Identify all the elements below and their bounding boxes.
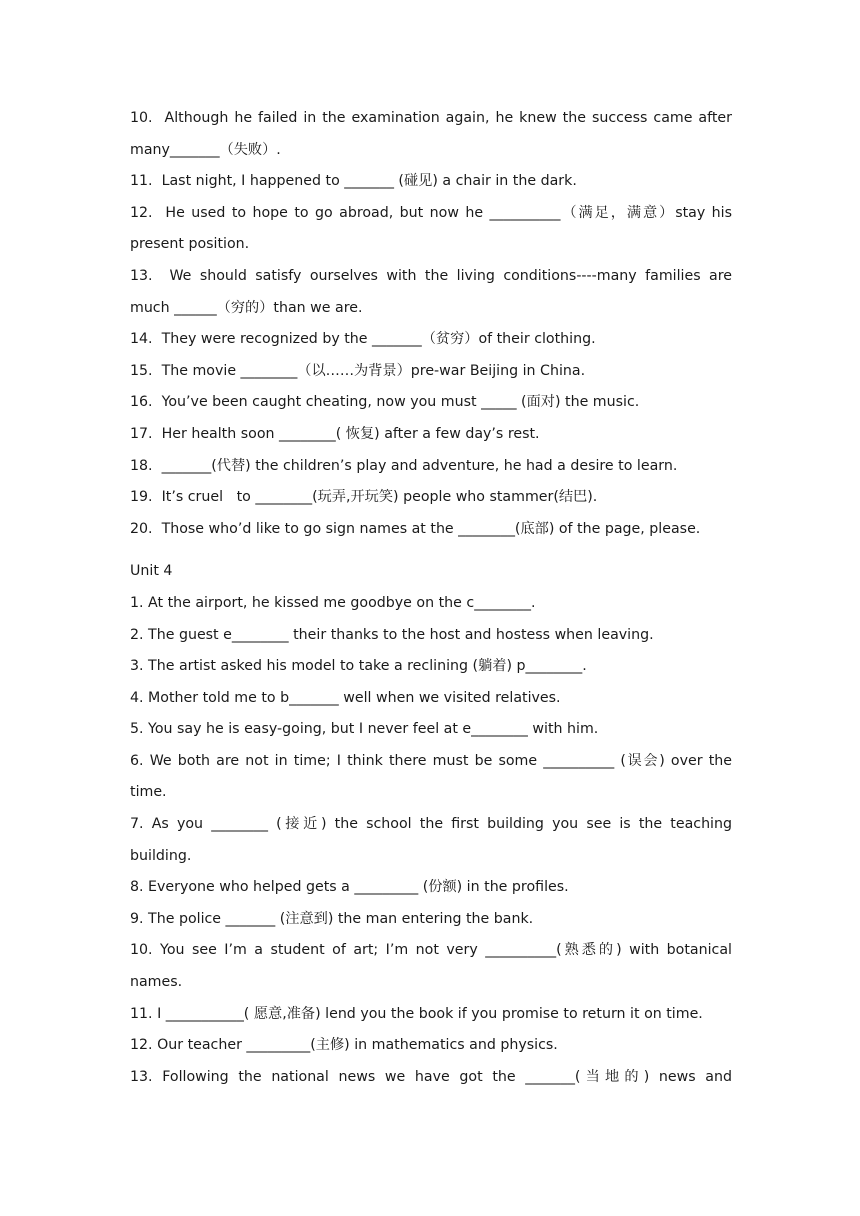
- exercise-line: 18. _______(代替) the children’s play and adventure, he had a desire to learn.: [130, 457, 678, 474]
- exercise-line: 14. They were recognized by the _______（贫穷）of their clothing.: [130, 331, 596, 348]
- exercise-line: 1. At the airport, he kissed me goodbye on the c________.: [130, 594, 536, 611]
- exercise-line: much ______（穷的）than we are.: [130, 299, 363, 316]
- exercise-line: 10. You see I’m a student of art; I’m not very __________(熟悉的) with botanical: [130, 942, 732, 959]
- exercise-line: building.: [130, 847, 192, 864]
- exercise-line: 20. Those who’d like to go sign names at the ________(底部) of the page, please.: [130, 520, 701, 537]
- exercise-line: 4. Mother told me to b_______ well when we visited relatives.: [130, 689, 561, 706]
- exercise-line: many_______（失败）.: [130, 141, 281, 158]
- unit-heading: Unit 4: [130, 563, 173, 580]
- exercise-line: 8. Everyone who helped gets a _________ (份额) in the profiles.: [130, 879, 569, 896]
- exercise-line: 9. The police _______ (注意到) the man entering the bank.: [130, 910, 534, 927]
- exercise-line: 13. Following the national news we have got the _______(当地的) news and: [130, 1068, 732, 1085]
- document-page: [130, 103, 732, 1093]
- exercise-line: 12. He used to hope to go abroad, but now he __________（满足，满意）stay his: [130, 204, 732, 221]
- exercise-line: 3. The artist asked his model to take a reclining (躺着) p________.: [130, 658, 587, 675]
- exercise-line: 16. You’ve been caught cheating, now you must _____ (面对) the music.: [130, 394, 640, 411]
- exercise-line: time.: [130, 784, 167, 801]
- exercise-line: 13. We should satisfy ourselves with the living conditions----many families are: [130, 267, 732, 284]
- exercise-line: 15. The movie ________（以……为背景）pre-war Beijing in China.: [130, 362, 586, 379]
- exercise-line: 12. Our teacher _________(主修) in mathematics and physics.: [130, 1037, 558, 1054]
- exercise-line: 11. I ___________( 愿意,准备) lend you the book if you promise to return it on time.: [130, 1005, 703, 1022]
- exercise-line: present position.: [130, 236, 250, 253]
- exercise-line: 5. You say he is easy-going, but I never feel at e________ with him.: [130, 721, 599, 738]
- exercise-line: 6. We both are not in time; I think there must be some __________ (误会) over the: [130, 752, 732, 769]
- exercise-line: 7. As you ________ (接近) the school the first building you see is the teaching: [130, 816, 732, 833]
- exercise-line: 17. Her health soon ________( 恢复) after a few day’s rest.: [130, 425, 540, 442]
- exercise-line: names.: [130, 974, 183, 991]
- exercise-line: 2. The guest e________ their thanks to the host and hostess when leaving.: [130, 626, 654, 643]
- exercise-line: 19. It’s cruel to ________(玩弄,开玩笑) people who stammer(结巴).: [130, 489, 598, 506]
- exercise-line: 10. Although he failed in the examination again, he knew the success came after: [130, 110, 732, 126]
- exercise-line: 11. Last night, I happened to _______ (碰见) a chair in the dark.: [130, 173, 577, 190]
